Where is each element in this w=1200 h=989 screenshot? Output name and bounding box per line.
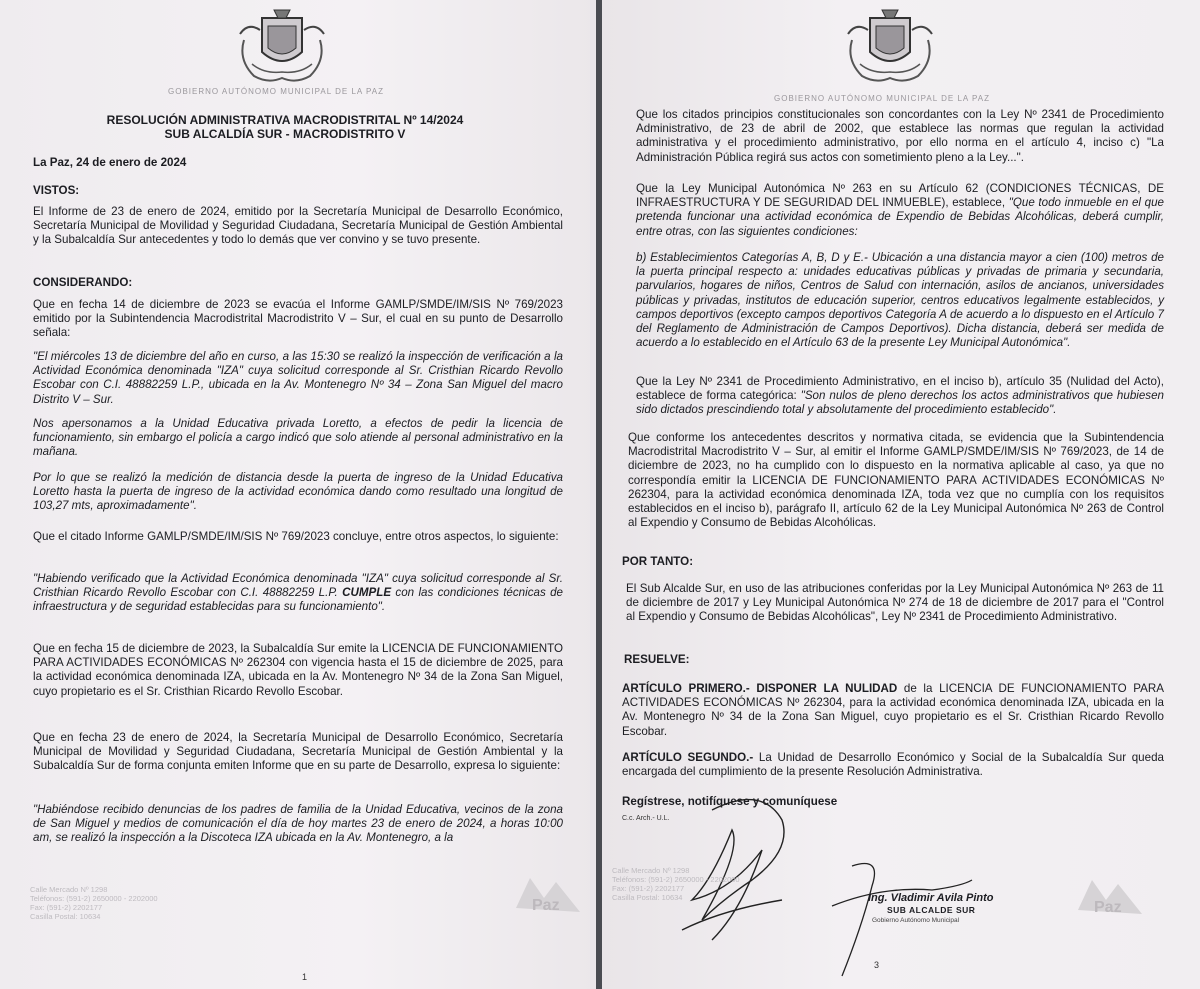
government-header: GOBIERNO AUTÓNOMO MUNICIPAL DE LA PAZ [774,94,990,103]
svg-text:Paz: Paz [532,897,560,914]
footer-line: Teléfonos: (591-2) 2650000 - 2202000 [30,894,158,903]
considerando-heading: CONSIDERANDO: [33,276,133,289]
article-one [622,682,1164,739]
quote: "El miércoles 13 de diciembre del año en curso, a las 15:30 se realizó la inspección de verificación a la Actividad Económica denominada "IZA" cuya solicitud corresponde al Sr. Cristhian Ricardo Revollo Escobar con C.I. 48882259 L.P., ubicada en la Av. Montenegro Nº 34 – Zona San Miguel del macro Distrito V – Sur. [33,350,563,406]
document-date: La Paz, 24 de enero de 2024 [33,156,187,169]
page-footer [30,885,158,921]
footer-line: Teléfonos: (591-2) 2650000 - 2202000 [612,875,740,884]
quote: "Habiéndose recibido denuncias de los padres de familia de la Unidad Educativa, vecinos de la zona de San Miguel y medios de comunicación el día de hoy martes 23 de enero de 2024, a horas 10:00 am, se realizó la inspección a la Discoteca IZA ubicada en la Av. Montenegro, a la [33,803,563,845]
article-one-text: de la LICENCIA DE FUNCIONAMIENTO PARA ACTIVIDADES ECONÓMICAS Nº 262304, para la actividad económica denominada IZA, ubicada en la Av. Montenegro Nº 34 de la Zona San Miguel, cuyo propietario es el Sr. Cristhian Ricardo Revollo Escobar. [622,682,1164,738]
quote-text: "Habiendo verificado que la Actividad Económica denominada "IZA" cuya solicitud corresponde al Sr. Cristhian Ricardo Revollo Escobar con C.I. 48882259 L.P. [33,572,563,600]
page-number: 3 [874,960,880,970]
page-3 [602,0,1200,989]
coat-of-arms-icon [234,0,330,84]
signer-role: SUB ALCALDE SUR [887,905,976,915]
resolution-subtitle: SUB ALCALDÍA SUR - MACRODISTRITO V [164,127,406,141]
quote: Por lo que se realizó la medición de distancia desde la puerta de ingreso de la Unidad Educativa Loretto hasta la puerta de ingreso de la actividad económica dando como resultado una longitud de 103,27 mts, aproximadamente". [33,471,563,513]
paragraph-italic: "Son nulos de pleno derechos los actos administrativos que hubiesen sido dictados prescindiendo total y absolutamente del procedimiento establecido". [636,389,1164,417]
vistos-heading: VISTOS: [33,184,80,197]
quote-emphasis: CUMPLE [342,586,392,600]
resolution-title: RESOLUCIÓN ADMINISTRATIVA MACRODISTRITAL Nº 14/2024 [106,113,464,127]
page-number: 1 [302,972,308,982]
signer-name: Ing. Vladimir Avila Pinto [868,892,994,904]
signer-organization: Gobierno Autónomo Municipal [872,917,960,924]
page-footer [612,866,740,902]
article-two [622,751,1164,779]
quote: b) Establecimientos Categorías A, B, D y E.- Ubicación a una distancia mayor a cien (100) metros de la puerta principal respecto a: unidades educativas públicas y privadas de primaria y secundaria, parvularios, hogares de niños, Centros de Salud con internación, asilos de ancianos, universidades públicas y privadas, institutos de educación superior, centros educativos legalmente establecidos, y campos deportivos (excepto campos deportivos Categoría A de acuerdo a lo dispuesto en el Artículo 7 del Reglamento de Administración de Campos Deportivos). Dicha distancia, deberá ser medida de acuerdo a lo establecido en el Artículo 63 de la presente Ley Municipal Autonómica". [636,251,1164,350]
paragraph: Que en fecha 14 de diciembre de 2023 se evacúa el Informe GAMLP/SMDE/IM/SIS Nº 769/2023 emitido por la Subintendencia Macrodistrital Macrodistrito V – Sur, el cual en su punto de Desarrollo señala: [33,298,563,340]
paragraph: Que conforme los antecedentes descritos y normativa citada, se evidencia que la Subintendencia Macrodistrital Macrodistrito V – Sur, al emitir el Informe GAMLP/SMDE/IM/SIS Nº 769/2023, de 14 de diciembre de 2023, no ha cumplido con lo dispuesto en la normativa aplicable al caso, ya que no correspondía emitir la LICENCIA DE FUNCIONAMIENTO PARA ACTIVIDADES ECONÓMICAS Nº 262304, para la actividad económica denominada IZA, toda vez que no cumplía con los requisitos establecidos en el inciso b), parágrafo II, artículo 62 de la Ley Municipal Autonómica Nº 263 de Control al Expendio y Consumo de Bebidas Alcohólicas. [628,431,1164,530]
paragraph-italic: "Que todo inmueble en el que pretenda funcionar una actividad económica de Expendio de Bebidas Alcohólicas, deberá cumplir, entre otras, con las siguientes condiciones: [636,196,1164,238]
article-one-heading: ARTÍCULO PRIMERO.- DISPONER LA NULIDAD [622,682,898,695]
paragraph [636,375,1164,418]
paragraph: Que los citados principios constitucionales son concordantes con la Ley Nº 2341 de Procedimiento Administrativo, de 23 de abril de 2002, que establece las normas que regulan la actividad administrativa y el procedimiento administrativo, por ello norma en el artículo 4, inciso c) "La Administración Pública regirá sus actos con sometimiento pleno a la Ley...". [636,108,1164,164]
resuelve-heading: RESUELVE: [624,653,690,666]
footer-line: Calle Mercado Nº 1298 [30,885,108,894]
footer-line: Casilla Postal: 10634 [30,912,101,921]
paragraph: Que el citado Informe GAMLP/SMDE/IM/SIS Nº 769/2023 concluye, entre otros aspectos, lo siguiente: [33,530,559,543]
paragraph-text: Que la Ley Municipal Autonómica Nº 263 en su Artículo 62 (CONDICIONES TÉCNICAS, DE INFRAESTRUCTURA Y DE SEGURIDAD DEL INMUEBLE), establece, [636,182,1164,210]
la-paz-logo-icon [1072,870,1148,926]
paragraph [636,182,1164,239]
paragraph: Que en fecha 15 de diciembre de 2023, la Subalcaldía Sur emite la LICENCIA DE FUNCIONAMIENTO PARA ACTIVIDADES ECONÓMICAS Nº 262304 con vigencia hasta el 15 de diciembre de 2025, para la actividad económica denominada IZA, ubicada en la Av. Montenegro Nº 34 de la Zona San Miguel, cuyo propietario es el Sr. Cristhian Ricardo Revollo Escobar. [33,642,563,698]
paragraph: Que en fecha 23 de enero de 2024, la Secretaría Municipal de Desarrollo Económico, Secretaría Municipal de Movilidad y Seguridad Ciudadana, Secretaría Municipal de Gestión Ambiental y la Subalcaldía Sur de forma conjunta emiten Informe que en su parte de Desarrollo, expresa lo siguiente: [33,731,563,773]
footer-line: Fax: (591-2) 2202177 [612,884,685,893]
footer-line: Calle Mercado Nº 1298 [612,866,690,875]
la-paz-logo-icon [510,868,586,924]
footer-line: Casilla Postal: 10634 [612,893,683,902]
coat-of-arms-icon [842,0,938,84]
quote: Nos apersonamos a la Unidad Educativa privada Loretto, a efectos de pedir la licencia de funcionamiento, sin embargo el policía a cargo indicó que solo atiende al personal administrativo en la mañana. [33,417,563,459]
closing-formula: Regístrese, notifíquese y comuníquese [622,795,838,808]
quote [33,572,563,615]
footer-line: Fax: (591-2) 2202177 [30,903,103,912]
svg-text:Paz: Paz [1094,899,1122,916]
article-two-text: La Unidad de Desarrollo Económico y Social de la Subalcaldía Sur queda encargada del cumplimiento de la presente Resolución Administrativa. [622,751,1164,779]
article-two-heading: ARTÍCULO SEGUNDO.- [622,751,754,764]
government-header: GOBIERNO AUTÓNOMO MUNICIPAL DE LA PAZ [168,87,384,96]
page-1 [0,0,596,989]
paragraph: El Sub Alcalde Sur, en uso de las atribuciones conferidas por la Ley Municipal Autonómica Nº 263 de 11 de diciembre de 2017 y Ley Municipal Autonómica Nº 274 de 18 de diciembre de 2017 para el "Control al Expendio y Consumo de Bebidas Alcohólicas", Ley Nº 2341 de Procedimiento Administrativo. [626,582,1164,624]
paragraph-text: Que la Ley Nº 2341 de Procedimiento Administrativo, en el inciso b), artículo 35 (Nulidad del Acto), establece de forma categórica: [636,375,1164,403]
portanto-heading: POR TANTO: [622,555,694,568]
cc-note: C.c. Arch.- U.L. [622,815,670,822]
vistos-text: El Informe de 23 de enero de 2024, emitido por la Secretaría Municipal de Desarrollo Económico, Secretaría Municipal de Movilidad y Seguridad Ciudadana, Secretaría Municipal de Gestión Ambiental y la Subalcaldía Sur antecedentes y todo lo demás que ver convino y se tuvo presente. [33,205,563,247]
quote-text: con las condiciones técnicas de infraestructura y de seguridad establecidas para su funcionamiento". [33,586,563,614]
